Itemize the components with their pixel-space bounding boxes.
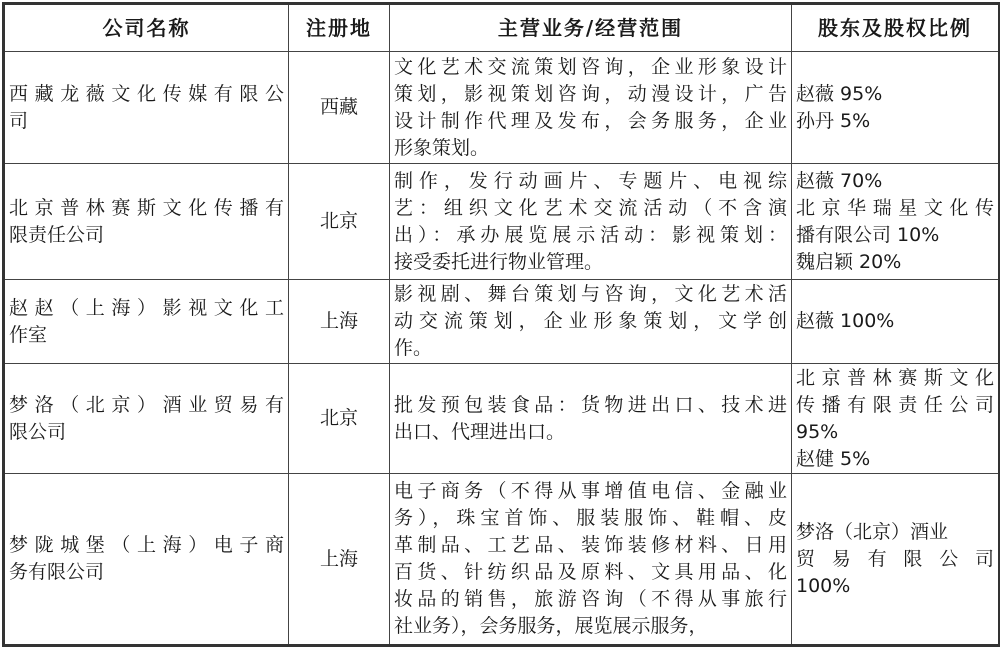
business-scope-cell: [390, 364, 792, 474]
company-name-cell-line: 梦洛（北京）酒业贸易有: [9, 393, 284, 416]
shareholders-cell-line: 梦洛（北京）酒业: [796, 520, 949, 543]
business-scope-cell-line: 作。: [394, 337, 433, 359]
business-scope-cell-line: 形象策划。: [394, 136, 490, 159]
business-scope-cell-line: 百货、针纺织品及原料、文具用品、化: [394, 561, 787, 583]
company-name-cell: [4, 364, 289, 474]
company-name-cell-line: 限责任公司: [9, 223, 105, 246]
shareholders-cell: [792, 364, 1000, 474]
shareholders-cell-line: 100%: [796, 574, 851, 597]
company-name-cell-line: 务有限公司: [9, 561, 105, 583]
header-place: 注册地: [289, 4, 390, 52]
header-business: 主营业务/经营范围: [390, 4, 792, 52]
header-row: [4, 4, 1000, 52]
registered-place-cell: 西藏: [289, 52, 390, 164]
table-row: [4, 52, 1000, 164]
business-scope-cell-line: 批发预包装食品：货物进出口、技术进: [394, 393, 787, 416]
table-row: [4, 364, 1000, 474]
company-name-cell-line: 赵赵（上海）影视文化工: [9, 296, 284, 319]
shareholders-cell-line: 播有限公司 10%: [796, 223, 940, 246]
company-name-cell-line: 北京普林赛斯文化传播有: [9, 196, 284, 219]
business-scope-cell: [390, 280, 792, 364]
shareholders-cell-line: 北京普林赛斯文化: [796, 366, 994, 389]
company-table: [2, 2, 1000, 647]
header-holders: 股东及股权比例: [792, 4, 1000, 52]
company-name-cell-line: 西藏龙薇文化传媒有限公: [9, 82, 284, 105]
shareholders-cell-line: 北京华瑞星文化传: [796, 196, 994, 219]
shareholders-cell-line: 赵薇 95%: [796, 82, 883, 105]
business-scope-cell-line: 革制品、工艺品、装饰装修材料、日用: [394, 534, 787, 556]
shareholders-cell-line: 孙丹 5%: [796, 109, 871, 132]
company-name-cell: [4, 164, 289, 280]
shareholders-cell: [792, 474, 1000, 646]
business-scope-cell: [390, 164, 792, 280]
business-scope-cell-line: 电子商务（不得从事增值电信、金融业: [394, 480, 787, 502]
shareholders-cell-line: 赵薇 70%: [796, 169, 883, 192]
business-scope-cell-line: 社业务），会务服务，展览展示服务，: [394, 615, 708, 637]
shareholders-cell-line: 魏启颖 20%: [796, 250, 902, 273]
company-name-cell: [4, 280, 289, 364]
business-scope-cell-line: 制作，发行动画片、专题片、电视综: [394, 169, 787, 192]
business-scope-cell-line: 影视剧、舞台策划与咨询，文化艺术活: [394, 283, 787, 305]
business-scope-cell-line: 设计制作代理及发布，会务服务，企业: [394, 109, 787, 132]
business-scope-cell-line: 接受委托进行物业管理。: [394, 250, 604, 273]
shareholders-cell: [792, 280, 1000, 364]
business-scope-cell-line: 出口、代理进出口。: [394, 420, 566, 443]
registered-place-cell: 上海: [289, 280, 390, 364]
business-scope-cell-line: 出）：承办展览展示活动：影视策划：: [394, 223, 787, 246]
business-scope-cell: [390, 474, 792, 646]
business-scope-cell-line: 艺：组织文化艺术交流活动（不含演: [394, 196, 787, 219]
business-scope-cell-line: 务），珠宝首饰、服装服饰、鞋帽、皮: [394, 507, 787, 529]
shareholders-cell-line: 传播有限责任公司: [796, 393, 994, 416]
company-name-cell: [4, 52, 289, 164]
shareholders-cell: [792, 52, 1000, 164]
business-scope-cell-line: 妆品的销售，旅游咨询（不得从事旅行: [394, 588, 787, 610]
company-name-cell-line: 限公司: [9, 420, 67, 443]
company-name-cell-line: 梦陇城堡（上海）电子商: [9, 534, 284, 556]
table-row: [4, 280, 1000, 364]
business-scope-cell: [390, 52, 792, 164]
business-scope-cell-line: 策划，影视策划咨询，动漫设计，广告: [394, 82, 787, 105]
business-scope-cell-line: 文化艺术交流策划咨询，企业形象设计: [394, 55, 787, 78]
company-name-cell: [4, 474, 289, 646]
registered-place-cell: 北京: [289, 364, 390, 474]
shareholders-cell-line: 95%: [796, 420, 839, 443]
registered-place-cell: 上海: [289, 474, 390, 646]
shareholders-cell-line: 赵薇 100%: [796, 310, 895, 332]
shareholders-cell-line: 贸易有限公司: [796, 547, 994, 570]
table-row: [4, 164, 1000, 280]
header-company: 公司名称: [4, 4, 289, 52]
business-scope-cell-line: 动交流策划，企业形象策划，文学创: [394, 310, 787, 332]
registered-place-cell: 北京: [289, 164, 390, 280]
table-row: [4, 474, 1000, 646]
shareholders-cell: [792, 164, 1000, 280]
company-name-cell-line: 作室: [9, 323, 48, 346]
shareholders-cell-line: 赵健 5%: [796, 447, 871, 470]
company-name-cell-line: 司: [9, 109, 29, 132]
